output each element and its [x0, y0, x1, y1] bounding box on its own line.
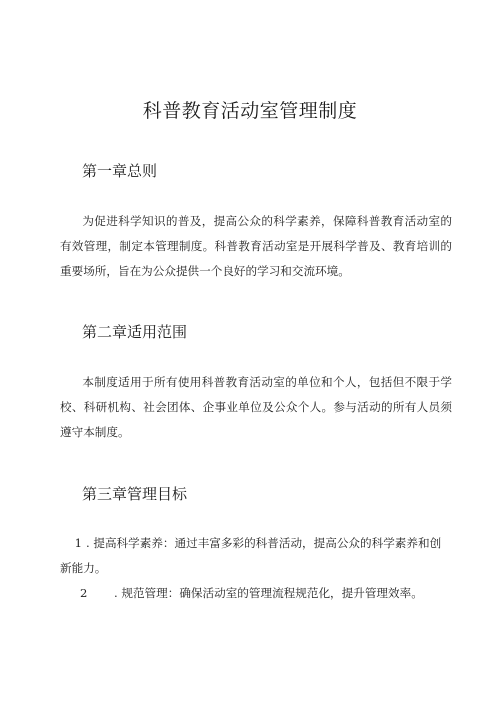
list-item-text: . 规范管理：确保活动室的管理流程规范化，提升管理效率。 [114, 586, 423, 600]
chapter-2-paragraph [60, 370, 452, 445]
chapter-2-text: 本制度适用于所有使用科普教育活动室的单位和个人，包括但不限于学校、科研机构、社会团体、企事业单位及公众个人。参与活动的所有人员须遵守本制度。 [60, 375, 452, 439]
document-title: 科普教育活动室管理制度 [142, 100, 358, 122]
list-item-text: . 提高科学素养：通过丰富多彩的科普活动，提高公众的科学素养和创新能力。 [60, 536, 442, 575]
list-item [60, 581, 452, 606]
chapter-1-paragraph [60, 209, 452, 284]
list-item-number: 1 [74, 536, 82, 550]
chapter-1-text: 为促进科学知识的普及，提高公众的科学素养，保障科普教育活动室的有效管理，制定本管理制度。科普教育活动室是开展科学普及、教育培训的重要场所，旨在为公众提供一个良好的学习和交流环境。 [60, 214, 452, 278]
chapter-3-heading: 第三章管理目标 [82, 485, 188, 503]
list-item [60, 531, 452, 581]
chapter-1-heading: 第一章总则 [82, 162, 158, 180]
list-item-number: 2 [80, 586, 88, 600]
chapter-2-heading: 第二章适用范围 [82, 323, 188, 341]
